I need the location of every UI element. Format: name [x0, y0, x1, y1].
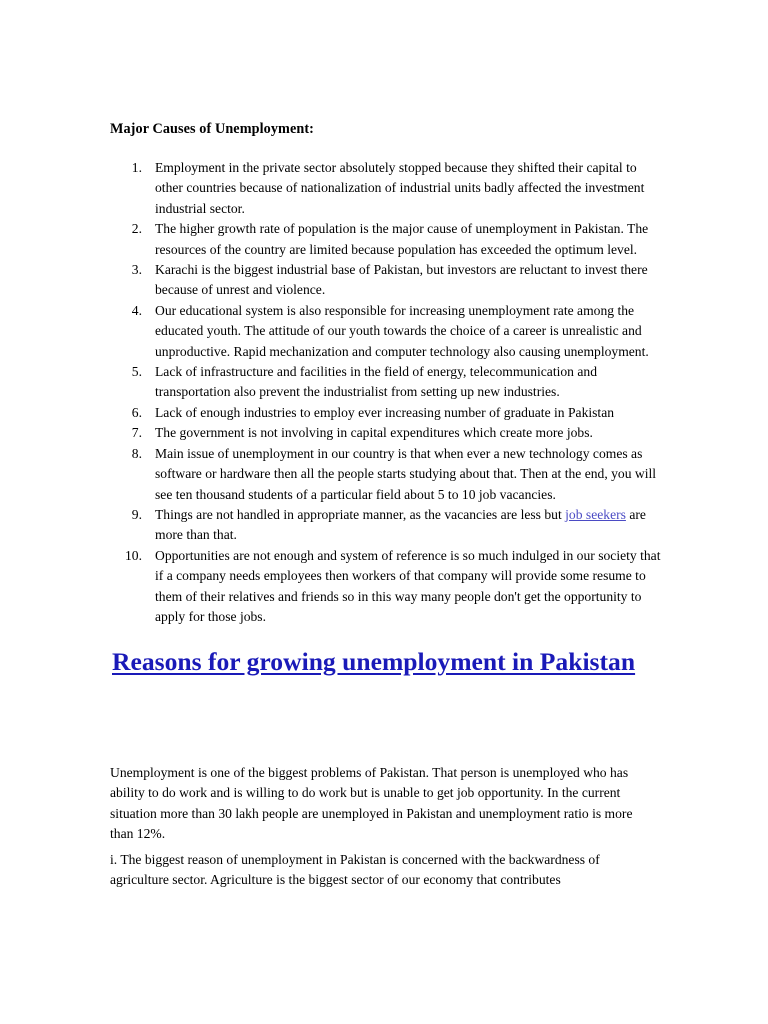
list-item	[110, 546, 662, 628]
list-item	[110, 362, 662, 403]
list-item-number: 9.	[131, 506, 142, 522]
list-item	[110, 158, 662, 219]
list-item-number: 10.	[125, 547, 142, 563]
list-item-text: Lack of infrastructure and facilities in the field of energy, telecommunication and transportation also prevent the industrialist from setting up new industries.	[155, 364, 598, 400]
list-item-text: Main issue of unemployment in our country is that when ever a new technology comes as software or hardware then all the people starts studying about that. Then at the end, you will see ten thousand students of a particular field about 5 to 10 job vacancies.	[155, 445, 657, 502]
list-item-number: 3.	[131, 262, 142, 278]
list-item	[110, 260, 662, 301]
list-item-text: The government is not involving in capital expenditures which create more jobs.	[155, 425, 593, 441]
list-item-number: 6.	[131, 404, 142, 420]
list-item	[110, 403, 662, 423]
causes-list	[110, 158, 662, 627]
list-item	[110, 423, 662, 443]
list-item	[110, 301, 662, 362]
list-item-text-after-link: are more than that.	[155, 506, 646, 543]
reason-paragraph: i. The biggest reason of unemployment in Pakistan is concerned with the backwardness of agriculture sector. Agriculture is the biggest sector of our economy that contributes	[110, 852, 600, 888]
list-item	[110, 444, 662, 505]
list-item-text: The higher growth rate of population is the major cause of unemployment in Pakistan. The resources of the country are limited because population has exceeded the optimum level.	[155, 221, 649, 257]
intro-paragraph: Unemployment is one of the biggest problems of Pakistan. That person is unemployed who has ability to do work and is willing to do work but is unable to get job opportunity. In the current situation more than 30 lakh people are unemployed in Pakistan and unemployment ratio is more than 12%.	[110, 765, 633, 842]
list-item-number: 1.	[131, 160, 142, 175]
list-item-text: Our educational system is also responsible for increasing unemployment rate among the educated youth. The attitude of our youth towards the choice of a career is unrealistic and unproductive. Rapid mechanization and computer technology also causing unemployment.	[155, 302, 649, 359]
section-heading-reasons: Reasons for growing unemployment in Pakistan	[112, 647, 636, 676]
list-item-text: Lack of enough industries to employ ever increasing number of graduate in Pakistan	[155, 404, 615, 420]
list-item	[110, 505, 662, 546]
list-item-number: 4.	[131, 302, 142, 318]
page-title: Major Causes of Unemployment:	[110, 121, 314, 137]
list-item-number: 8.	[131, 445, 142, 461]
list-item-number: 2.	[131, 221, 142, 237]
list-item-text-before-link: Things are not handled in appropriate manner, as the vacancies are less but	[155, 506, 566, 522]
list-item-text: Employment in the private sector absolutely stopped because they shifted their capital to other countries because of nationalization of industrial units badly affected the investment industrial sector.	[155, 160, 645, 216]
list-item-number: 7.	[131, 425, 142, 441]
list-item-text: Karachi is the biggest industrial base of Pakistan, but investors are reluctant to invest there because of unrest and violence.	[155, 262, 648, 298]
list-item-number: 5.	[131, 364, 142, 380]
list-item-text: Opportunities are not enough and system of reference is so much indulged in our society that if a company needs employees then workers of that company will provide some resume to them of their relatives and friends so in this way many people don't get the opportunity to apply for those jobs.	[155, 547, 661, 624]
job-seekers-link[interactable]: job seekers	[565, 506, 626, 522]
list-item	[110, 219, 662, 260]
